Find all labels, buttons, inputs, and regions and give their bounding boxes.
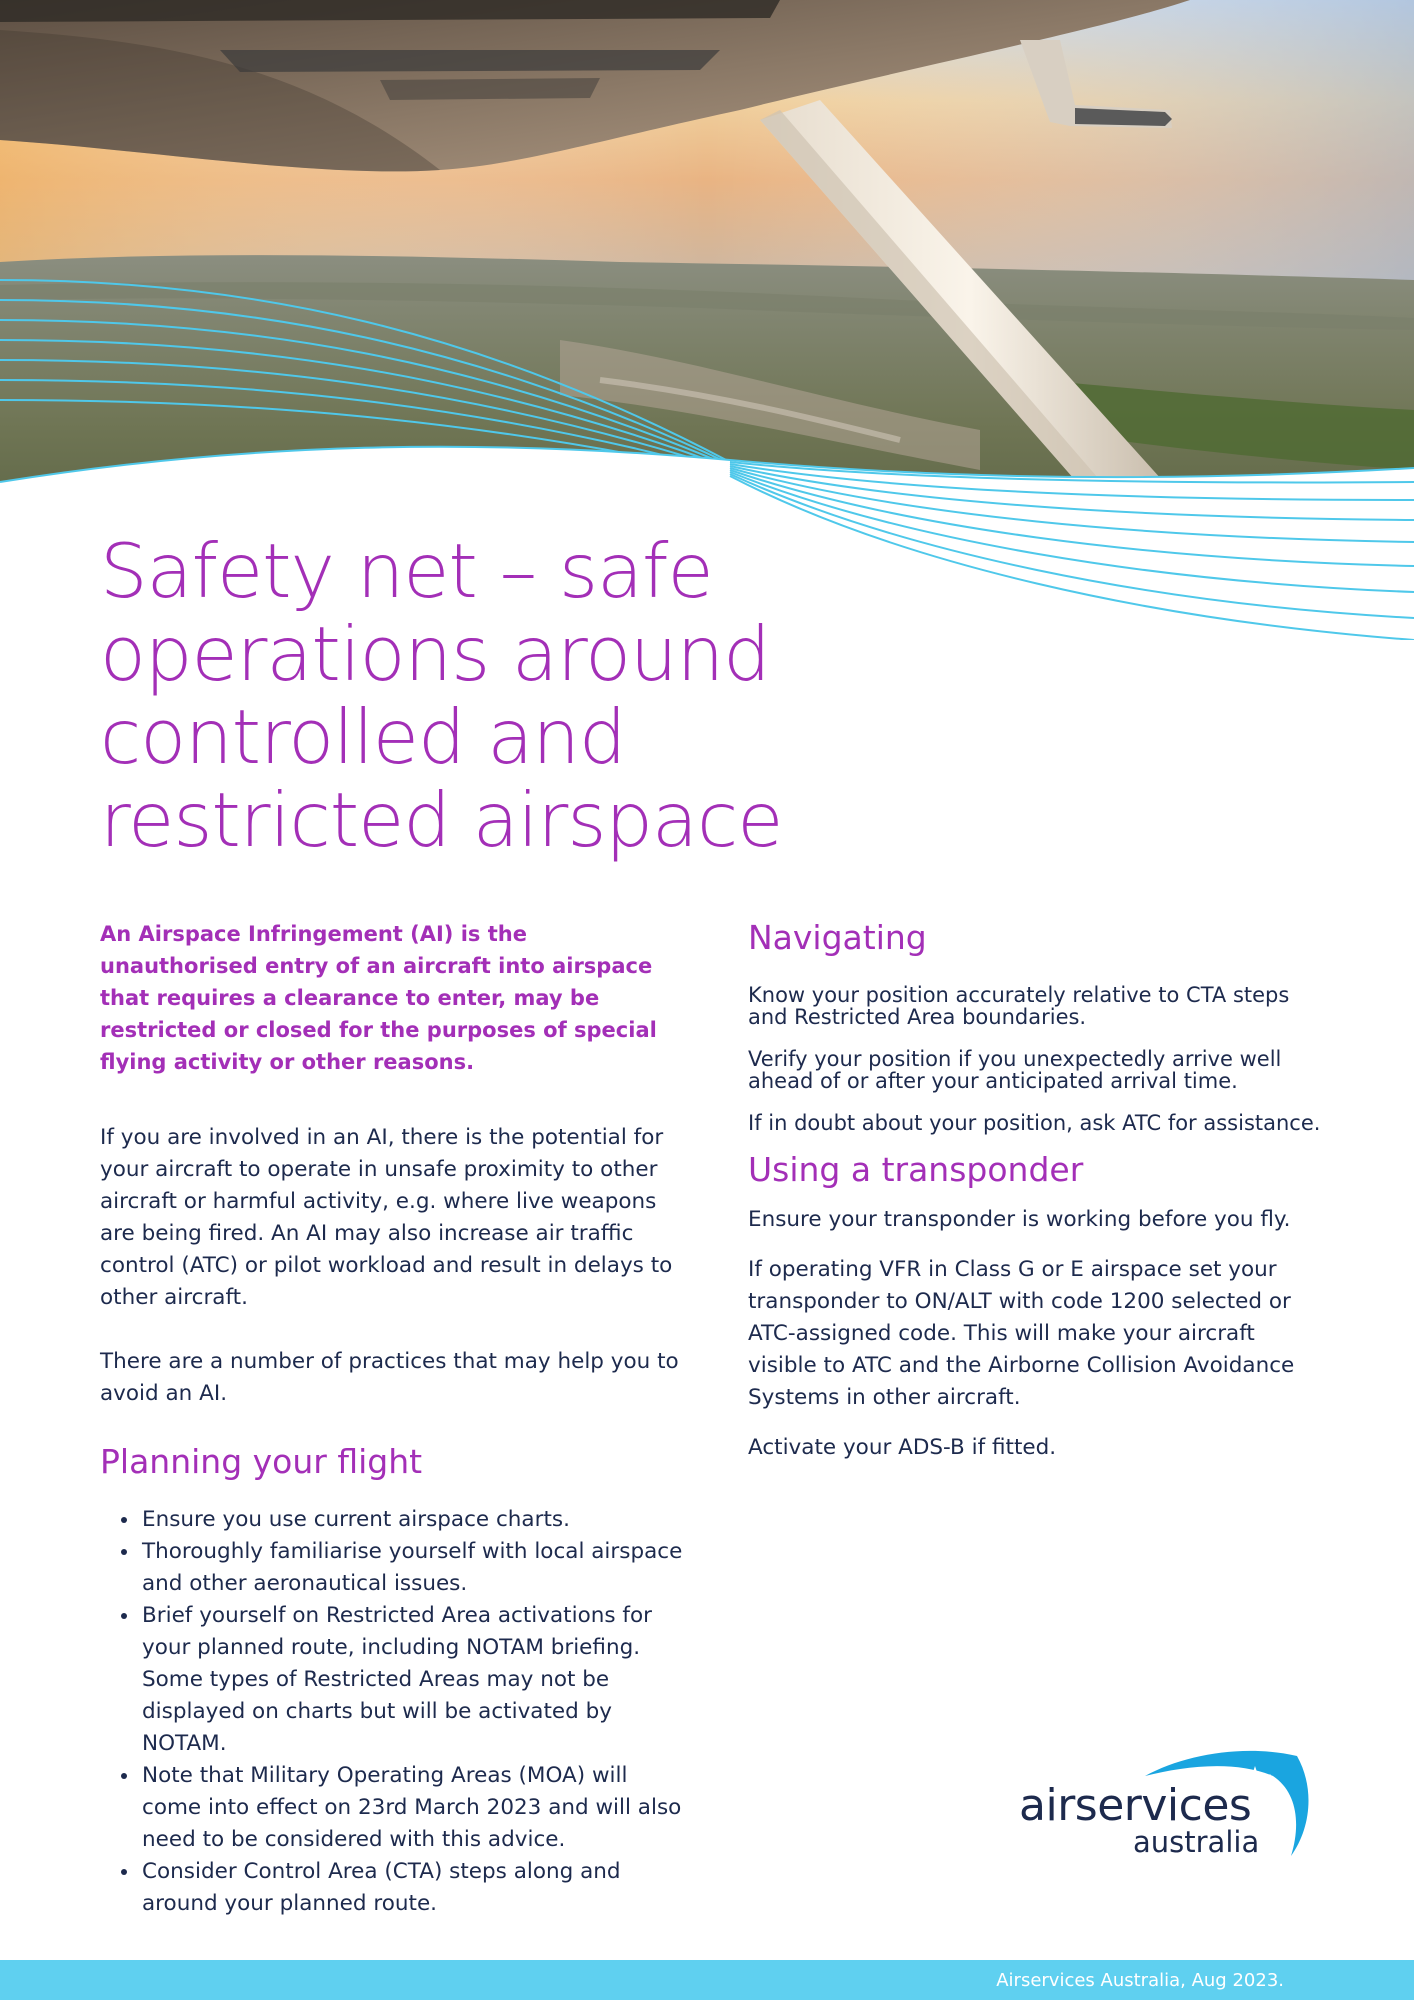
transponder-paragraph: If operating VFR in Class G or E airspace set your transponder to ON/ALT with code 1200 selected or ATC-assigned code. This will make your aircraft visible to ATC and the Airborne Collision Avoidance Systems in other aircraft.: [748, 1257, 1295, 1410]
planning-list: [100, 1504, 690, 1920]
transponder-heading: Using a transponder: [748, 1150, 1084, 1189]
planning-heading: Planning your flight: [100, 1442, 423, 1481]
navigating-heading: Navigating: [748, 918, 927, 957]
logo-subtitle: australia: [1133, 1825, 1260, 1859]
list-item: • Brief yourself on Restricted Area activations for your planned route, including NOTAM briefing. Some types of Restricted Areas may not be displayed on charts but will be activated by NOTAM.: [140, 1600, 690, 1760]
airservices-logo: [1015, 1748, 1315, 1860]
transponder-paragraph: Activate your ADS-B if fitted.: [748, 1435, 1057, 1460]
list-item: • Thoroughly familiarise yourself with local airspace and other aeronautical issues.: [140, 1536, 690, 1600]
body-paragraph-2: There are a number of practices that may help you to avoid an AI.: [100, 1349, 679, 1406]
list-item: • Consider Control Area (CTA) steps along and around your planned route.: [140, 1856, 690, 1920]
intro-paragraph: An Airspace Infringement (AI) is the unauthorised entry of an aircraft into airspace that requires a clearance to enter, may be restricted or closed for the purposes of special flying activity or other reasons.: [100, 922, 657, 1074]
list-item: • Ensure you use current airspace charts.: [140, 1504, 690, 1536]
transponder-paragraph: Ensure your transponder is working before you fly.: [748, 1207, 1291, 1232]
nav-paragraph: Verify your position if you unexpectedly arrive well ahead of or after your anticipated arrival time.: [748, 1047, 1282, 1093]
body-paragraph-1: If you are involved in an AI, there is the potential for your aircraft to operate in unsafe proximity to other aircraft or harmful activity, e.g. where live weapons are being fired. An AI may also increase air traffic control (ATC) or pilot workload and result in delays to other aircraft.: [100, 1125, 673, 1310]
page-title: Safety net – safe operations around controlled and restricted airspace: [100, 527, 783, 864]
logo-wordmark: airservices: [1019, 1780, 1252, 1831]
footer-text: Airservices Australia, Aug 2023.: [996, 1970, 1284, 1991]
list-item: • Note that Military Operating Areas (MOA) will come into effect on 23rd March 2023 and will also need to be considered with this advice.: [140, 1760, 690, 1856]
left-column: [100, 918, 690, 1920]
footer-bar: [0, 1960, 1414, 2000]
nav-paragraph: Know your position accurately relative to CTA steps and Restricted Area boundaries.: [748, 983, 1290, 1029]
nav-paragraph: If in doubt about your position, ask ATC for assistance.: [748, 1111, 1321, 1135]
right-column: [748, 918, 1328, 1482]
